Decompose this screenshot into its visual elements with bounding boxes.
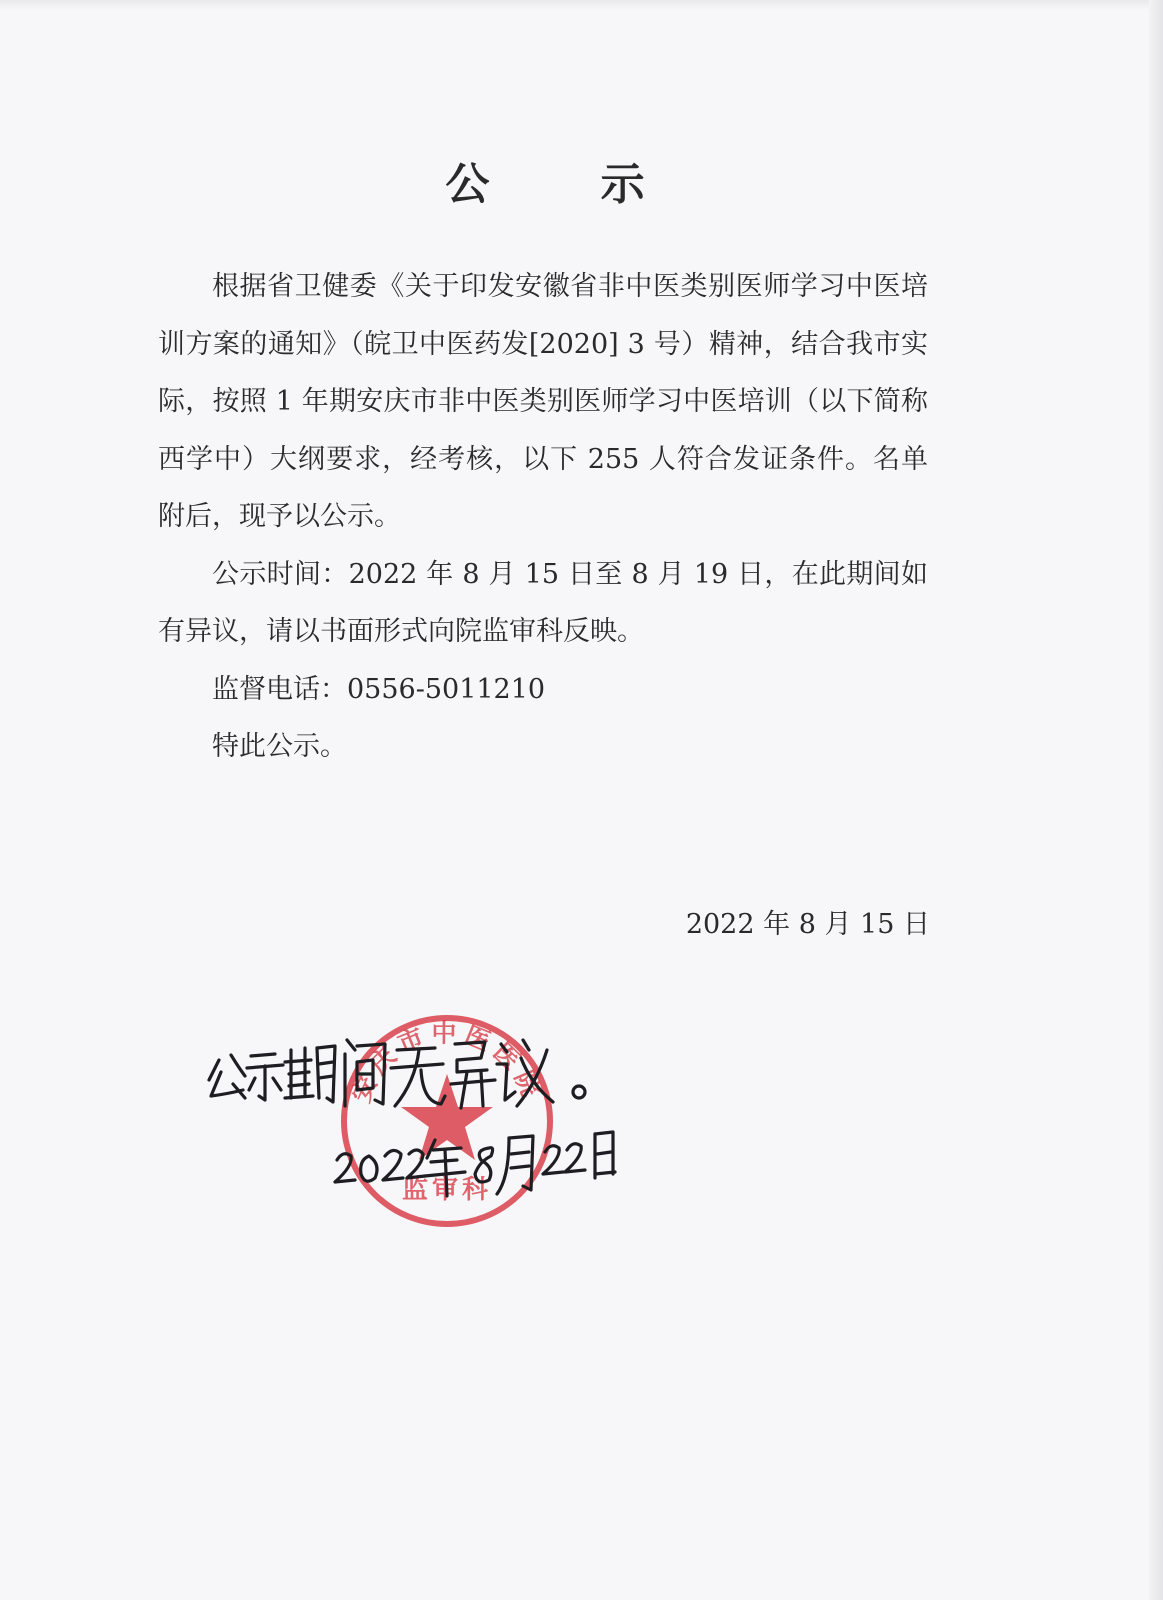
notice-body [158,258,928,776]
issue-date: 2022 年 8 月 15 日 [685,909,930,940]
seal-inner-text: 监审科 [401,1175,493,1205]
seal-outer-text: 安庆市中医医院 [346,1018,548,1107]
notice-title: 公 示 [445,159,693,210]
scan-edge-top [0,0,1163,10]
paragraph-basis: 根据省卫健委《关于印发安徽省非中医类别医师学习中医培训方案的通知》（皖卫中医药发[2020] 3 号）精神，结合我市实际，按照 1 年期安庆市非中医类别医师学习中医培训（以下简称西学中）大纲要求，经考核，以下 255 人符合发证条件。名单附后，现予以公示。 [158,271,928,532]
paragraph-closing: 特此公示。 [212,731,347,762]
paragraph-hotline: 监督电话：0556-5011210 [212,673,546,705]
paragraph-publicity-period: 公示时间：2022 年 8 月 15 日至 8 月 19 日，在此期间如有异议，请以书面形式向院监审科反映。 [158,558,928,647]
scan-edge-right [1149,0,1163,1600]
handwritten-note [205,1010,635,1210]
